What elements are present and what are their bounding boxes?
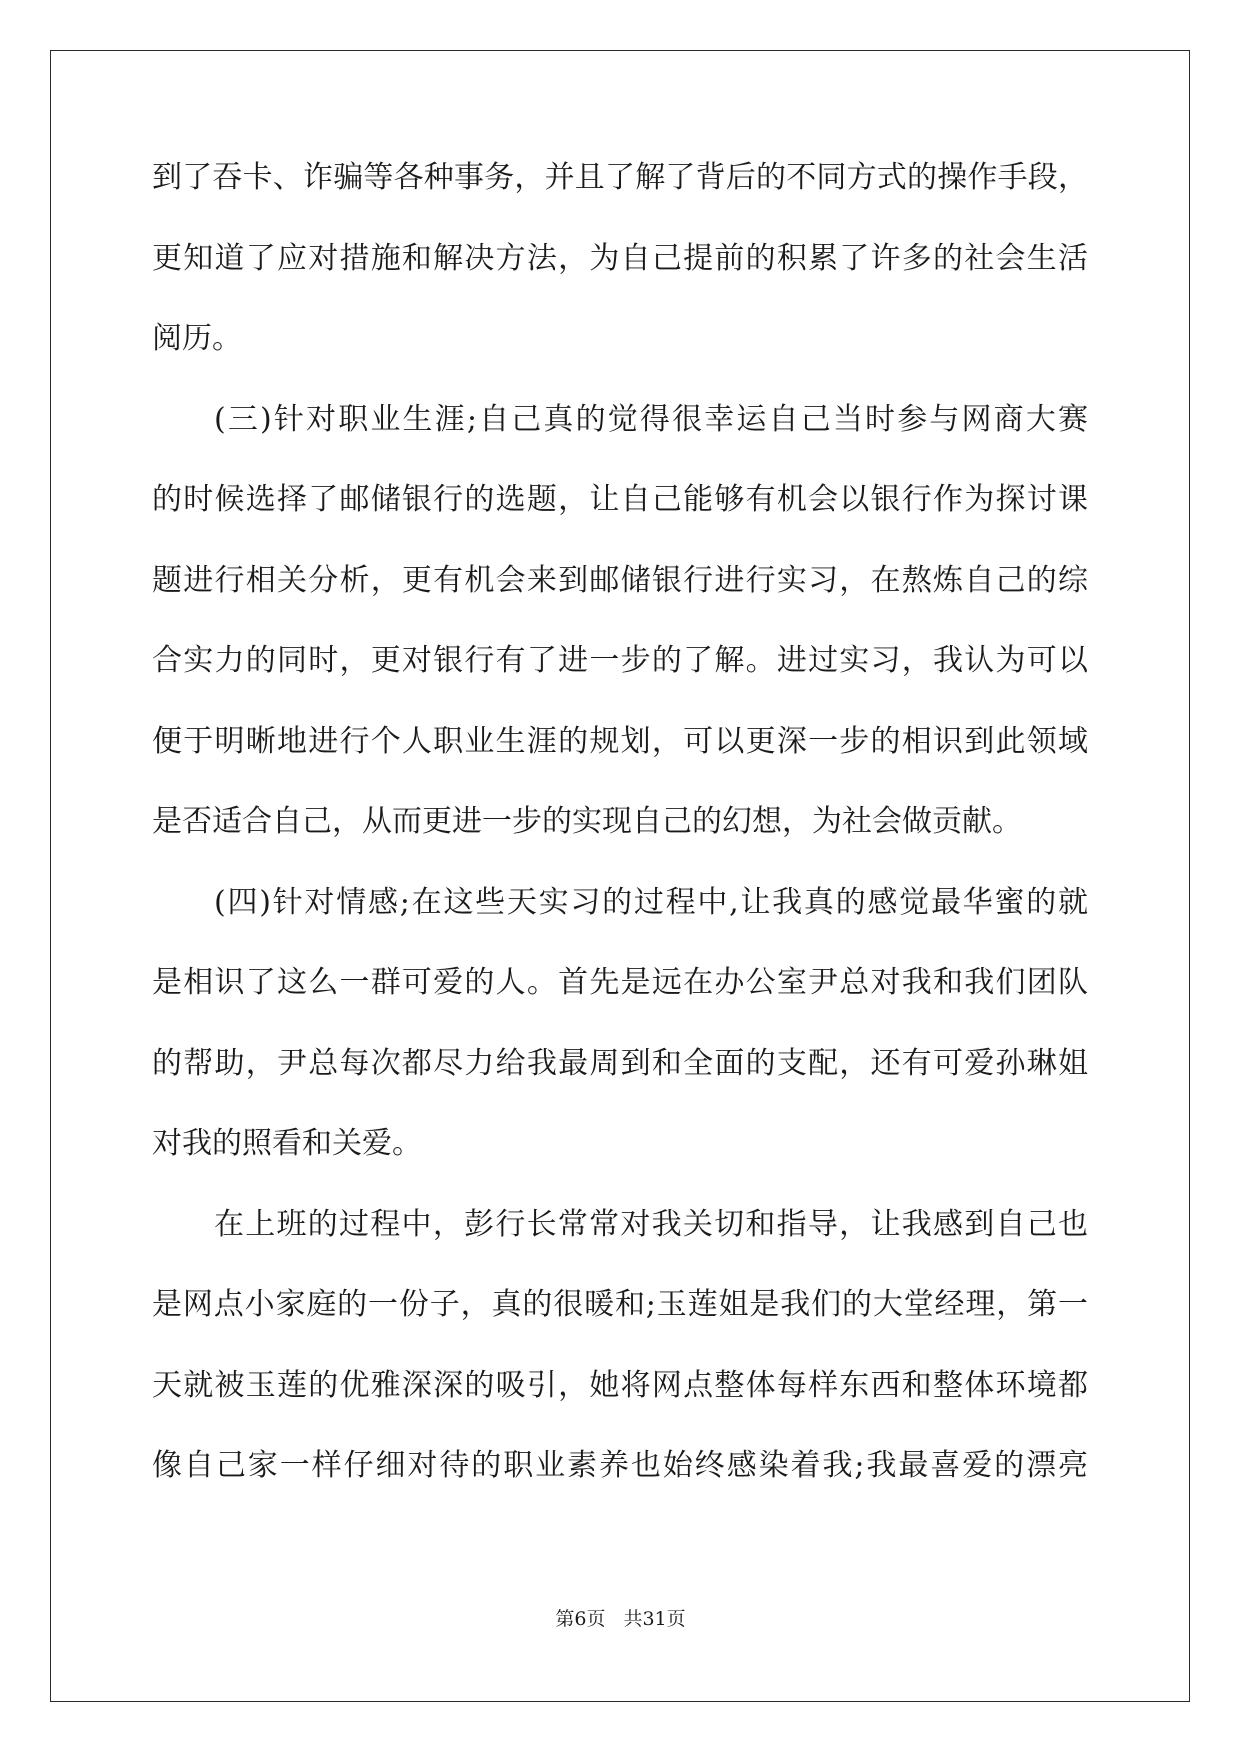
paragraph-start-line: 在上班的过程中，彭行长常常对我关切和指导，让我感到自己也 xyxy=(214,1206,1088,1242)
text-line: 像自己家一样仔细对待的职业素养也始终感染着我;我最喜爱的漂亮 xyxy=(152,1448,1088,1483)
page-footer xyxy=(0,1604,1241,1631)
text-line: 更知道了应对措施和解决方法，为自己提前的积累了许多的社会生活 xyxy=(152,240,1088,276)
text-line: 是否适合自己，从而更进一步的实现自己的幻想，为社会做贡献。 xyxy=(152,804,1022,839)
text-line: 阅历。 xyxy=(152,321,242,356)
text-line: 是网点小家庭的一份子，真的很暖和;玉莲姐是我们的大堂经理，第一 xyxy=(152,1287,1088,1322)
paragraph-start-line: (三)针对职业生涯;自己真的觉得很幸运自己当时参与网商大赛 xyxy=(214,401,1088,437)
text-line: 的帮助，尹总每次都尽力给我最周到和全面的支配，还有可爱孙琳姐 xyxy=(152,1045,1088,1081)
text-line: 便于明晰地进行个人职业生涯的规划，可以更深一步的相识到此领域 xyxy=(152,723,1088,759)
text-line: 到了吞卡、诈骗等各种事务，并且了解了背后的不同方式的操作手段， xyxy=(152,160,1088,195)
text-line: 合实力的同时，更对银行有了进一步的了解。进过实习，我认为可以 xyxy=(152,643,1088,678)
page-number: 第6页 xyxy=(555,1608,606,1630)
text-line: 是相识了这么一群可爱的人。首先是远在办公室尹总对我和我们团队 xyxy=(152,965,1088,1000)
paragraph-start-line: (四)针对情感;在这些天实习的过程中,让我真的感觉最华蜜的就 xyxy=(214,884,1088,920)
text-line: 的时候选择了邮储银行的选题，让自己能够有机会以银行作为探讨课 xyxy=(152,482,1088,517)
text-line: 天就被玉莲的优雅深深的吸引，她将网点整体每样东西和整体环境都 xyxy=(152,1367,1088,1403)
text-line: 对我的照看和关爱。 xyxy=(152,1126,422,1161)
page-total: 共31页 xyxy=(623,1608,686,1630)
document-body xyxy=(152,162,1088,1531)
text-line: 题进行相关分析，更有机会来到邮储银行进行实习，在熬炼自己的综 xyxy=(152,562,1088,598)
